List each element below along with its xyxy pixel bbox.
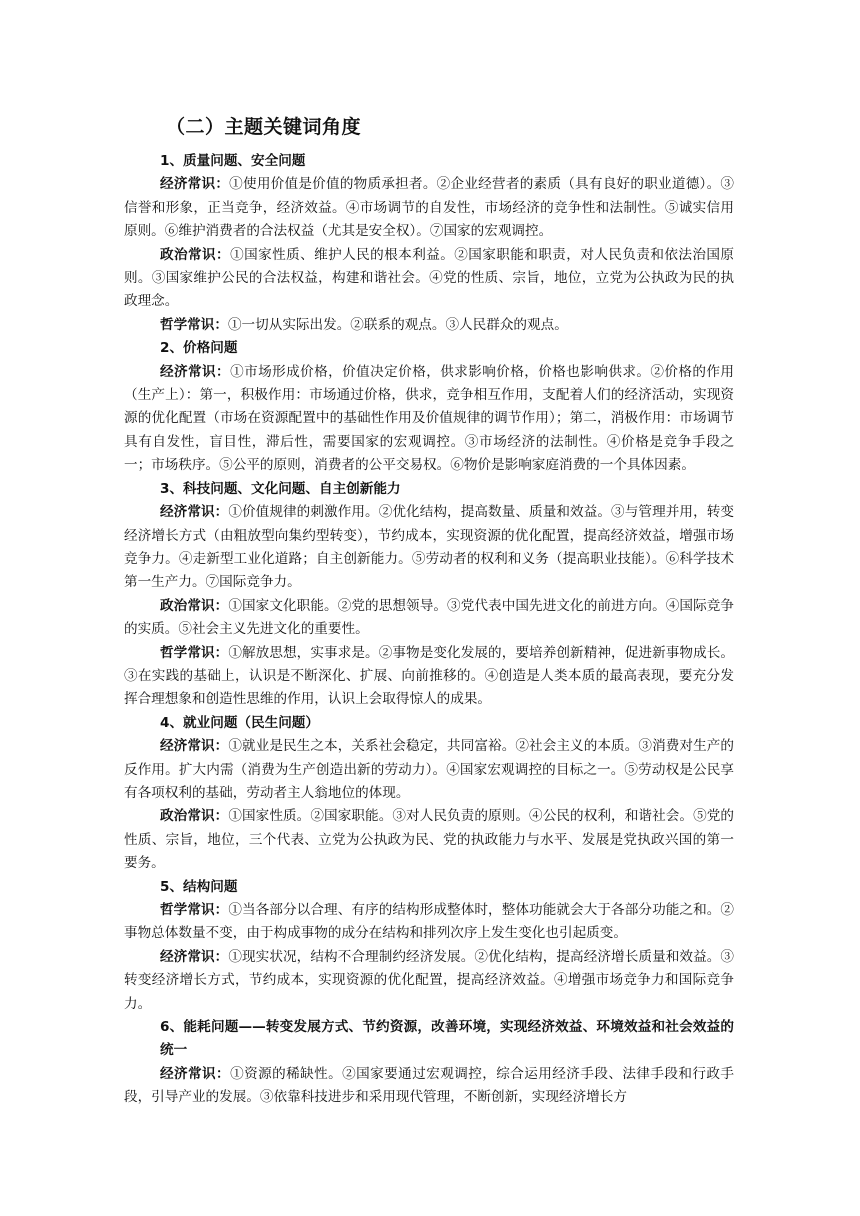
paragraph-text: ①国家性质、维护人民的根本利益。②国家职能和职责，对人民负责和依法治国原则。③国家维护公民的合法权益，构建和谐社会。④党的性质、宗旨，地位，立党为公执政为民的执政理念。 xyxy=(124,246,735,310)
paragraph-text: ①解放思想，实事求是。②事物是变化发展的，要培养创新精神，促进新事物成长。③在实践的基础上，认识是不断深化、扩展、向前推移的。④创造是人类本质的最高表现，要充分发挥合理想象和创造性思维的作用，认识上会取得惊人的成果。 xyxy=(124,644,734,708)
paragraph-label: 政治常识： xyxy=(160,597,229,614)
section-paragraph xyxy=(124,244,734,314)
section-heading: 5、结构问题 xyxy=(160,878,238,895)
paragraph-label: 哲学常识： xyxy=(160,316,228,333)
section-paragraph xyxy=(124,805,734,875)
section-paragraph xyxy=(124,361,734,478)
paragraph-text: ①一切从实际出发。②联系的观点。③人民群众的观点。 xyxy=(227,316,568,333)
section-paragraph xyxy=(124,314,734,337)
paragraph-text: ①当各部分以合理、有序的结构形成整体时，整体功能就会大于各部分功能之和。②事物总体数量不变，由于构成事物的成分在结构和排列次序上发生变化也引起质变。 xyxy=(124,902,734,942)
section-paragraph xyxy=(124,735,734,805)
section-heading: 2、价格问题 xyxy=(160,340,238,357)
paragraph-label: 经济常识： xyxy=(160,738,229,755)
paragraph-text: ①国家性质。②国家职能。③对人民负责的原则。④公民的权利，和谐社会。⑤党的性质、宗旨，地位，三个代表、立党为公执政为民、党的执政能力与水平、发展是党执政兴国的第一要务。 xyxy=(124,808,734,872)
paragraph-text: ①就业是民生之本，关系社会稳定，共同富裕。②社会主义的本质。③消费对生产的反作用。扩大内需（消费为生产创造出新的劳动力）。④国家宏观调控的目标之一。⑤劳动权是公民享有各项权利的基础，劳动者主人翁地位的体现。 xyxy=(124,738,734,801)
paragraph-label: 经济常识： xyxy=(160,948,229,965)
paragraph-text: ①国家文化职能。②党的思想领导。③党代表中国先进文化的前进方向。④国际竞争的实质。⑤社会主义先进文化的重要性。 xyxy=(124,597,734,638)
section-heading: 1、质量问题、安全问题 xyxy=(160,153,306,169)
section-heading: 4、就业问题（民生问题） xyxy=(160,714,319,731)
paragraph-text: ①资源的稀缺性。②国家要通过宏观调控，综合运用经济手段、法律手段和行政手段，引导产业的发展。③依靠科技进步和采用现代管理，不断创新，实现经济增长方 xyxy=(124,1065,735,1106)
paragraph-label: 经济常识： xyxy=(160,1065,231,1082)
section-heading: 3、科技问题、文化问题、自主创新能力 xyxy=(160,480,401,497)
paragraph-label: 政治常识： xyxy=(160,808,229,825)
section-paragraph xyxy=(124,1063,734,1110)
document-title: （二）主题关键词角度 xyxy=(166,116,362,138)
section-paragraph xyxy=(124,899,734,946)
paragraph-label: 哲学常识： xyxy=(160,902,229,918)
document-body xyxy=(124,150,734,1110)
paragraph-text: ①现实状况，结构不合理制约经济发展。②优化结构，提高经济增长质量和效益。③转变经济增长方式，节约成本，实现资源的优化配置，提高经济效益。④增强市场竞争力和国际竞争力。 xyxy=(124,948,734,1012)
paragraph-label: 哲学常识： xyxy=(160,644,229,661)
paragraph-label: 经济常识： xyxy=(160,504,229,521)
paragraph-label: 经济常识： xyxy=(160,176,230,193)
section-paragraph xyxy=(124,501,734,595)
paragraph-text: ①市场形成价格，价值决定价格，供求影响价格，价格也影响供求。②价格的作用（生产上）：第一，积极作用：市场通过价格，供求，竞争相互作用，支配着人们的经济活动，实现资源的优化配置（市场在资源配置中的基础性作用及价值规律的调节作用）；第二，消极作用：市场调节具有自发性，盲目性，滞后性，需要国家的宏观调控。③市场经济的法制性。④价格是竞争手段之一；市场秩序。⑤公平的原则，消费者的公平交易权。⑥物价是影响家庭消费的一个具体因素。 xyxy=(124,363,735,474)
paragraph-text: ①价值规律的刺激作用。②优化结构，提高数量、质量和效益。③与管理并用，转变经济增长方式（由粗放型向集约型转变），节约成本，实现资源的优化配置，提高经济效益，增强市场竞争力。④走新型工业化道路；自主创新能力。⑤劳动者的权利和义务（提高职业技能）。⑥科学技术第一生产力。⑦国际竞争力。 xyxy=(124,504,734,591)
section-paragraph xyxy=(124,946,734,1016)
paragraph-label: 经济常识： xyxy=(160,363,231,380)
paragraph-label: 政治常识： xyxy=(160,246,231,263)
section-paragraph xyxy=(124,173,734,243)
paragraph-text: ①使用价值是价值的物质承担者。②企业经营者的素质（具有良好的职业道德）。③信誉和形象，正当竞争，经济效益。④市场调节的自发性，市场经济的竞争性和法制性。⑤诚实信用原则。⑥维护消费者的合法权益（尤其是安全权）。⑦国家的宏观调控。 xyxy=(124,176,734,240)
section-heading: 6、能耗问题——转变发展方式、节约资源，改善环境，实现经济效益、环境效益和社会效益的统一 xyxy=(160,1019,734,1059)
section-paragraph xyxy=(124,642,734,712)
section-paragraph xyxy=(124,595,734,642)
